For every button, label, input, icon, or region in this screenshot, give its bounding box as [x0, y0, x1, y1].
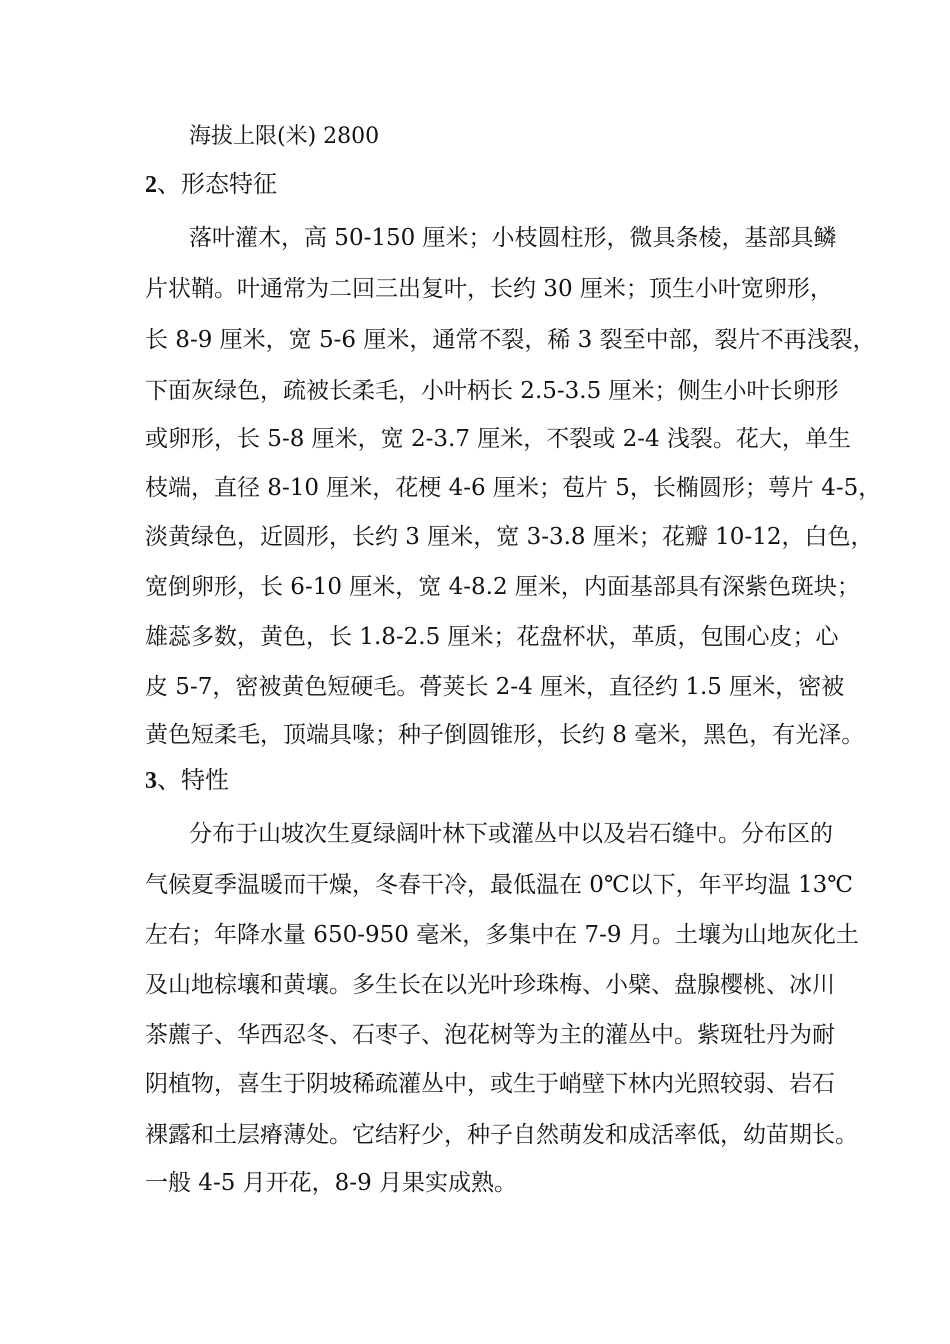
section-title: 、特性 [157, 766, 229, 794]
paragraph-line: 片状鞘。叶通常为二回三出复叶，长约 30 厘米；顶生小叶宽卵形， [145, 276, 833, 302]
paragraph-line: 黄色短柔毛，顶端具喙；种子倒圆锥形，长约 8 毫米，黑色，有光泽。 [145, 722, 865, 748]
section-number: 2 [145, 172, 157, 198]
paragraph-line: 长 8-9 厘米，宽 5-6 厘米，通常不裂，稀 3 裂至中部，裂片不再浅裂， [145, 327, 876, 353]
section-number: 3 [145, 768, 157, 794]
paragraph-line: 气候夏季温暖而干燥，冬春干冷，最低温在 0℃以下，年平均温 13℃ [145, 872, 853, 898]
paragraph-line: 落叶灌木，高 50-150 厘米；小枝圆柱形，微具条棱，基部具鳞 [189, 225, 837, 251]
paragraph-line: 或卵形，长 5-8 厘米，宽 2-3.7 厘米，不裂或 2-4 浅裂。花大，单生 [145, 426, 851, 452]
paragraph-line: 下面灰绿色，疏被长柔毛，小叶柄长 2.5-3.5 厘米；侧生小叶长卵形 [145, 378, 839, 404]
altitude-line: 海拔上限(米) 2800 [189, 124, 380, 149]
section-heading-characteristics [145, 764, 229, 797]
paragraph-line: 淡黄绿色，近圆形，长约 3 厘米，宽 3-3.8 厘米；花瓣 10-12，白色， [145, 524, 874, 550]
paragraph-line: 茶藨子、华西忍冬、石枣子、泡花树等为主的灌丛中。紫斑牡丹为耐 [145, 1022, 835, 1048]
section-heading-morphology [145, 168, 277, 201]
section-title: 、形态特征 [157, 170, 277, 198]
paragraph-line: 分布于山坡次生夏绿阔叶林下或灌丛中以及岩石缝中。分布区的 [189, 821, 833, 847]
paragraph-line: 皮 5-7，密被黄色短硬毛。蓇荚长 2-4 厘米，直径约 1.5 厘米，密被 [145, 674, 845, 700]
paragraph-line: 雄蕊多数，黄色，长 1.8-2.5 厘米；花盘杯状，革质，包围心皮；心 [145, 624, 839, 650]
paragraph-line: 左右；年降水量 650-950 毫米，多集中在 7-9 月。土壤为山地灰化土 [145, 922, 859, 948]
paragraph-line: 宽倒卵形，长 6-10 厘米，宽 4-8.2 厘米，内面基部具有深紫色斑块； [145, 574, 860, 600]
paragraph-line: 枝端，直径 8-10 厘米，花梗 4-6 厘米；苞片 5，长椭圆形；萼片 4-5， [145, 475, 882, 501]
paragraph-line: 裸露和土层瘠薄处。它结籽少，种子自然萌发和成活率低，幼苗期长。 [145, 1122, 858, 1148]
paragraph-line: 及山地棕壤和黄壤。多生长在以光叶珍珠梅、小檗、盘腺樱桃、冰川 [145, 972, 835, 998]
paragraph-line: 阴植物，喜生于阴坡稀疏灌丛中，或生于峭壁下林内光照较弱、岩石 [145, 1071, 835, 1097]
paragraph-line: 一般 4-5 月开花，8-9 月果实成熟。 [145, 1170, 518, 1196]
